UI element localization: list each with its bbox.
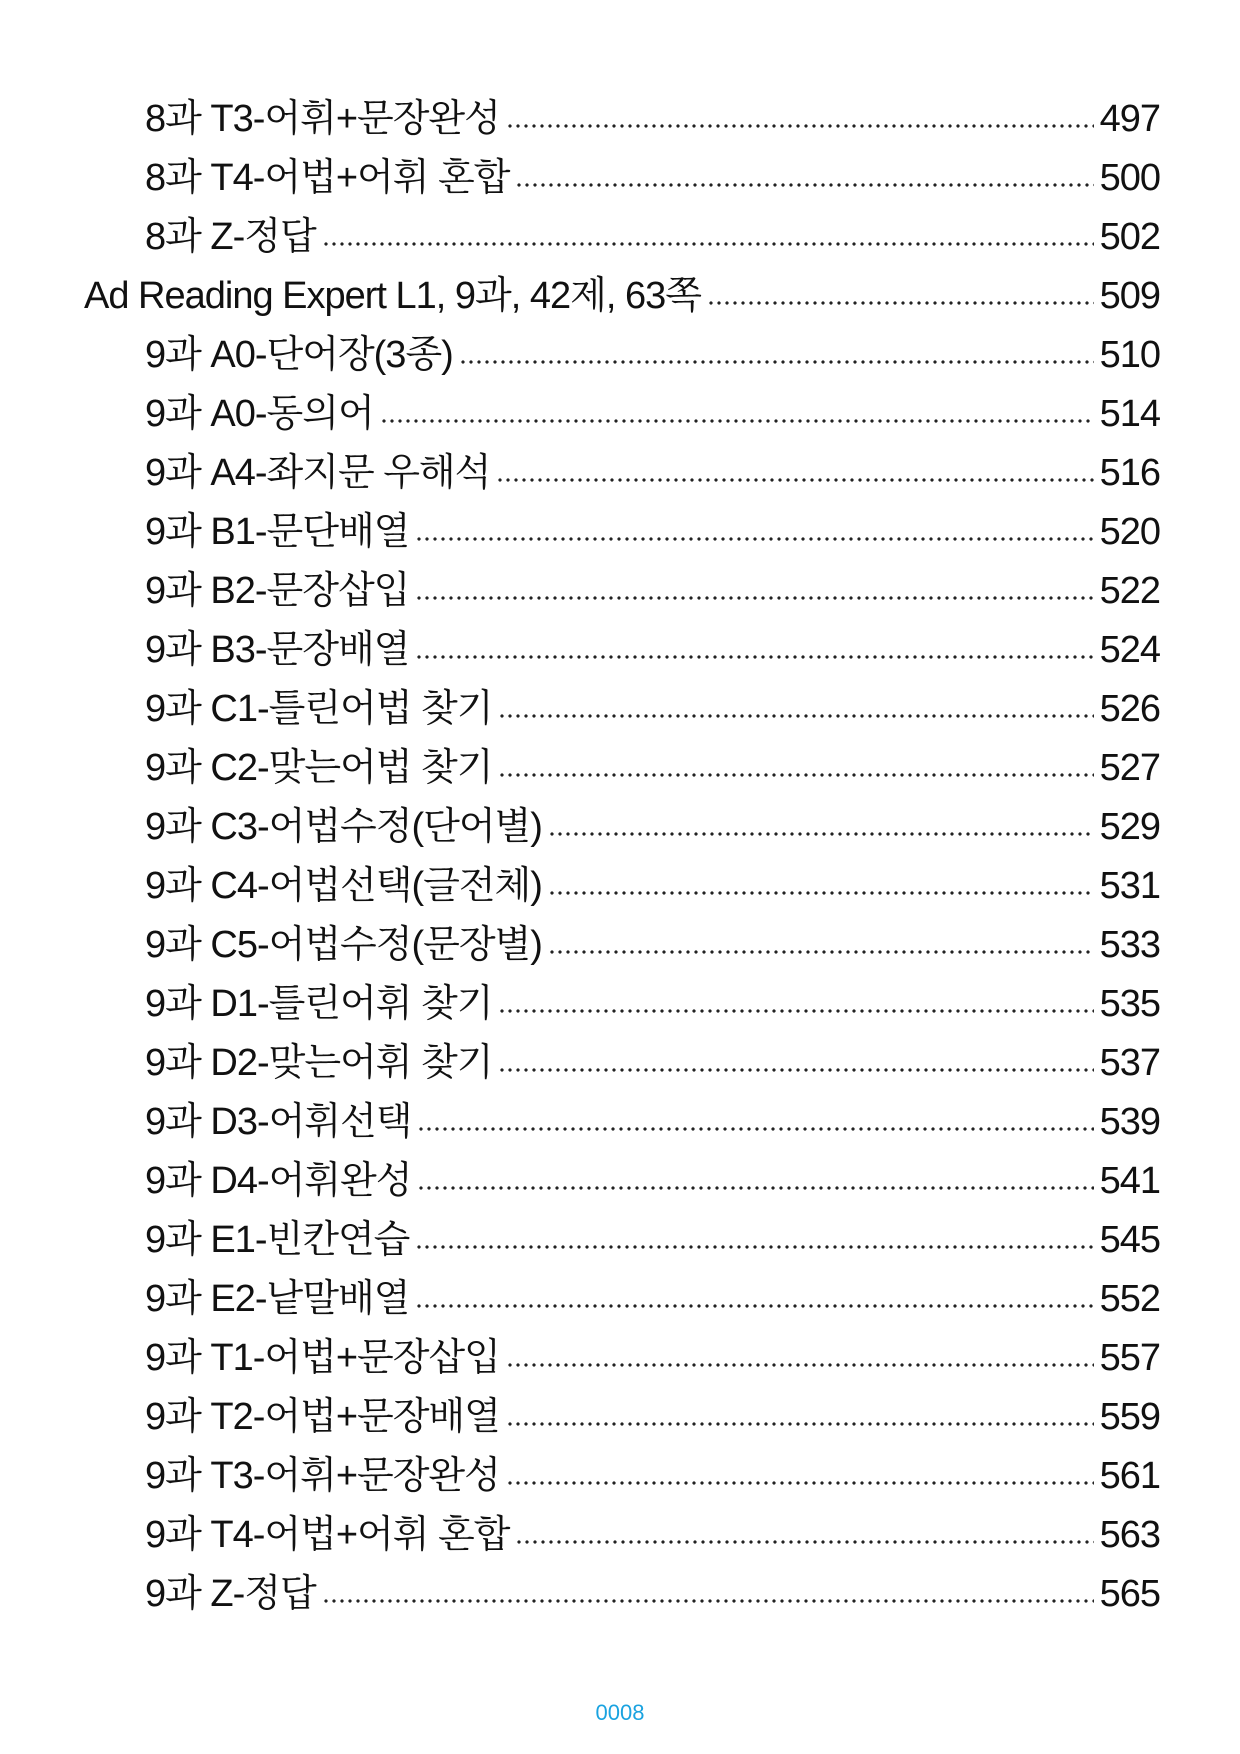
toc-entry-label: 9과 E1-빈칸연습 [145,1219,410,1261]
toc-entry[interactable] [145,560,1160,610]
toc-entry-page: 526 [1099,688,1160,730]
toc-entry-page: 514 [1099,393,1160,435]
dot-leader [415,596,1093,600]
toc-entry[interactable] [145,1209,1160,1259]
dot-leader [707,301,1094,305]
toc-entry-label: 9과 D3-어휘선택 [145,1101,412,1143]
toc-entry-label: 9과 E2-낱말배열 [145,1278,410,1320]
toc-entry-label: 9과 C5-어법수정(문장별) [145,924,542,966]
toc-entry-label: 9과 T1-어법+문장삽입 [145,1337,500,1379]
toc-entry-page: 510 [1099,334,1160,376]
dot-leader [415,1245,1093,1249]
toc-entry-page: 559 [1099,1396,1160,1438]
toc-entry-page: 520 [1099,511,1160,553]
toc-entry[interactable] [145,855,1160,905]
toc-entry-label: 9과 C4-어법선택(글전체) [145,865,542,907]
dot-leader [515,183,1093,187]
dot-leader [506,1481,1094,1485]
toc-entry-label: 8과 T3-어휘+문장완성 [145,98,500,140]
toc-entry-page: 557 [1099,1337,1160,1379]
toc-entry-label: 9과 D2-맞는어휘 찾기 [145,1042,493,1084]
dot-leader [498,714,1093,718]
toc-entry-label: 9과 C3-어법수정(단어별) [145,806,542,848]
toc-entry[interactable] [145,796,1160,846]
dot-leader [415,537,1093,541]
toc-entry[interactable] [145,1091,1160,1141]
toc-entry-page: 524 [1099,629,1160,671]
toc-entry-label: Ad Reading Expert L1, 9과, 42제, 63쪽 [84,275,701,317]
toc-entry-page: 522 [1099,570,1160,612]
toc-entry-page: 535 [1099,983,1160,1025]
toc-entry[interactable] [145,324,1160,374]
toc-entry-page: 563 [1099,1514,1160,1556]
dot-leader [415,1304,1093,1308]
toc-entry[interactable] [145,442,1160,492]
toc-entry-label: 9과 B2-문장삽입 [145,570,410,612]
dot-leader [415,655,1093,659]
page-number: 0008 [595,1700,645,1725]
toc-entry[interactable] [145,1032,1160,1082]
toc-entry-page: 541 [1099,1160,1160,1202]
toc-entry[interactable] [145,147,1160,197]
toc-entry[interactable] [145,973,1160,1023]
dot-leader [417,1127,1093,1131]
dot-leader [498,773,1093,777]
toc-entry-label: 9과 C2-맞는어법 찾기 [145,747,493,789]
dot-leader [496,478,1093,482]
toc-entry-page: 545 [1099,1219,1160,1261]
toc-entry[interactable] [145,1268,1160,1318]
toc-entry-label: 9과 C1-틀린어법 찾기 [145,688,493,730]
dot-leader [322,242,1094,246]
toc-section-heading[interactable] [84,265,1160,315]
dot-leader [459,360,1094,364]
toc-entry[interactable] [145,1386,1160,1436]
toc-entry-label: 8과 T4-어법+어휘 혼합 [145,157,510,199]
toc-entry-page: 529 [1099,806,1160,848]
toc-entry-page: 500 [1099,157,1160,199]
toc-entry[interactable] [145,501,1160,551]
dot-leader [515,1540,1093,1544]
toc-entry-label: 9과 T3-어휘+문장완성 [145,1455,500,1497]
toc-entry-page: 565 [1099,1573,1160,1615]
toc-entry[interactable] [145,1150,1160,1200]
toc-entry[interactable] [145,88,1160,138]
toc-entry-page: 516 [1099,452,1160,494]
toc-entry-label: 9과 A0-동의어 [145,393,374,435]
toc-entry[interactable] [145,619,1160,669]
toc-entry[interactable] [145,1327,1160,1377]
toc-entry-label: 9과 A0-단어장(3종) [145,334,453,376]
dot-leader [548,891,1094,895]
dot-leader [380,419,1094,423]
toc-entry-label: 9과 D1-틀린어휘 찾기 [145,983,493,1025]
toc-entry-label: 9과 B3-문장배열 [145,629,410,671]
dot-leader [506,1422,1094,1426]
dot-leader [322,1599,1094,1603]
toc-entry-label: 9과 B1-문단배열 [145,511,410,553]
toc-entry-label: 9과 T4-어법+어휘 혼합 [145,1514,510,1556]
dot-leader [506,1363,1094,1367]
toc-entry[interactable] [145,1445,1160,1495]
dot-leader [498,1009,1093,1013]
toc-entry-label: 9과 Z-정답 [145,1573,316,1615]
dot-leader [548,950,1094,954]
toc-entry-page: 539 [1099,1101,1160,1143]
toc-entry[interactable] [145,206,1160,256]
toc-entry[interactable] [145,678,1160,728]
toc-entry[interactable] [145,383,1160,433]
toc-entry-page: 531 [1099,865,1160,907]
toc-entry-page: 552 [1099,1278,1160,1320]
toc-entry-label: 8과 Z-정답 [145,216,316,258]
toc-entry-page: 527 [1099,747,1160,789]
dot-leader [506,124,1094,128]
toc-entry-page: 509 [1099,275,1160,317]
toc-entry-label: 9과 T2-어법+문장배열 [145,1396,500,1438]
toc-entry[interactable] [145,1504,1160,1554]
dot-leader [548,832,1094,836]
toc-entry-page: 533 [1099,924,1160,966]
toc-entry-label: 9과 A4-좌지문 우해석 [145,452,491,494]
toc-entry-page: 502 [1099,216,1160,258]
dot-leader [498,1068,1093,1072]
toc-entry-label: 9과 D4-어휘완성 [145,1160,412,1202]
toc-entry-page: 497 [1099,98,1160,140]
toc-entry[interactable] [145,737,1160,787]
toc-entry[interactable] [145,1563,1160,1613]
toc-entry-page: 537 [1099,1042,1160,1084]
toc-entry-page: 561 [1099,1455,1160,1497]
dot-leader [417,1186,1093,1190]
toc-entry[interactable] [145,914,1160,964]
